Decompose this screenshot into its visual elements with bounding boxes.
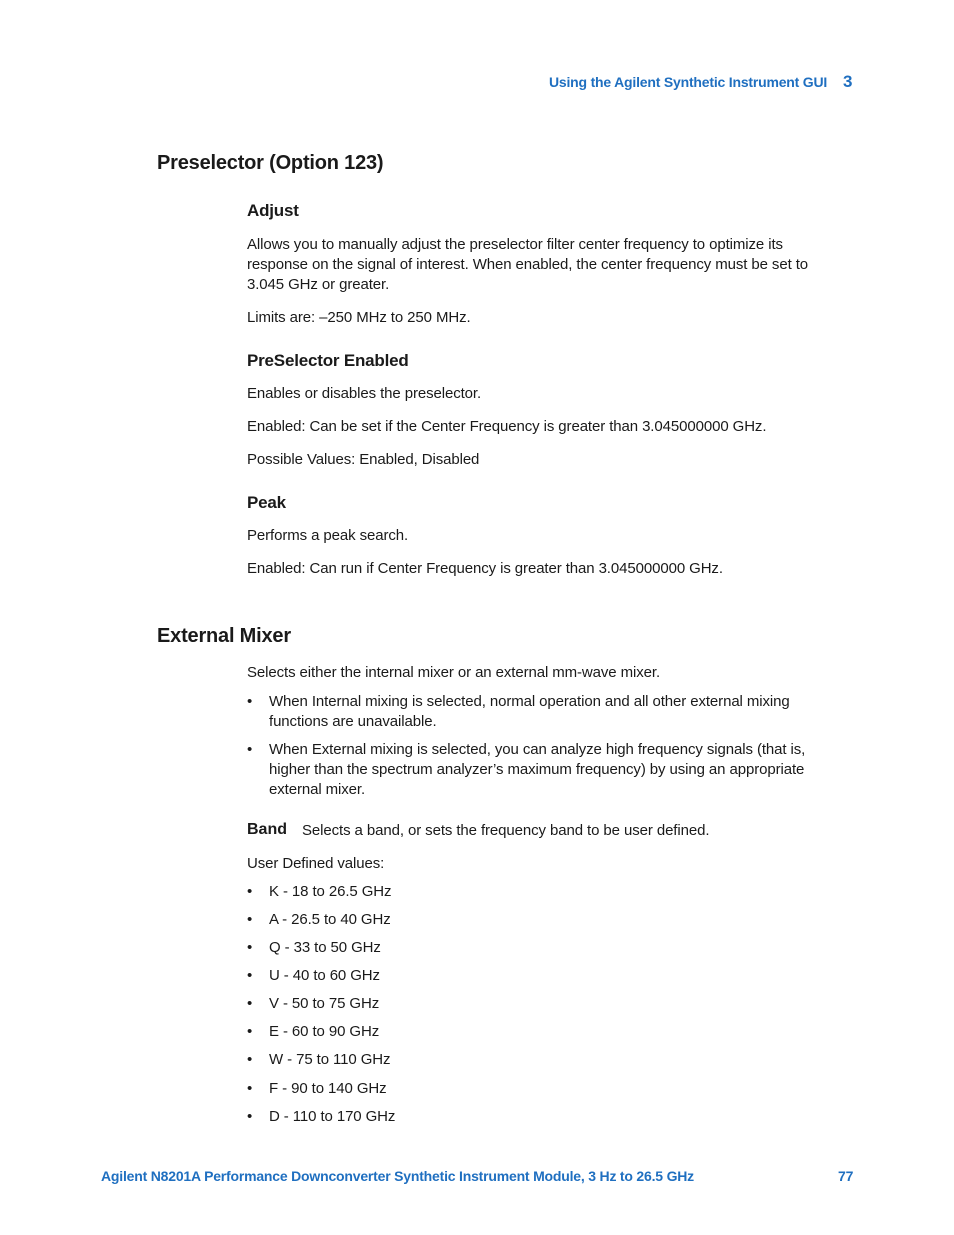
adjust-paragraph: Allows you to manually adjust the preselector filter center frequency to optimize its response on the signal of interest. When enabled, the center frequency must be set to 3.045 GHz or greater.: [247, 236, 809, 293]
bullet-external-mixing: When External mixing is selected, you can analyze high frequency signals (that is, higher than the spectrum analyzer’s maximum frequency) by using an appropriate external mixer.: [269, 741, 806, 798]
bullet-mark: •: [247, 911, 253, 928]
footer-document-title: Agilent N8201A Performance Downconverter Synthetic Instrument Module, 3 Hz to 26.5 GHz: [101, 1168, 694, 1184]
bullet-mark: •: [247, 1023, 253, 1040]
enabled-paragraph-2: Enabled: Can be set if the Center Frequency is greater than 3.045000000 GHz.: [247, 418, 767, 435]
band-item-u: U - 40 to 60 GHz: [269, 967, 380, 984]
bullet-internal-mixing: When Internal mixing is selected, normal operation and all other external mixing functions are unavailable.: [269, 693, 790, 730]
bullet-mark: •: [247, 939, 253, 956]
peak-paragraph-2: Enabled: Can run if Center Frequency is greater than 3.045000000 GHz.: [247, 560, 723, 577]
running-header-chapter-number: 3: [843, 72, 853, 91]
footer-page-number: 77: [838, 1168, 854, 1184]
external-mixer-intro: Selects either the internal mixer or an external mm-wave mixer.: [247, 664, 661, 681]
peak-paragraph-1: Performs a peak search.: [247, 527, 409, 544]
band-item-w: W - 75 to 110 GHz: [269, 1051, 391, 1068]
bullet-mark: •: [247, 1108, 253, 1125]
section-title-external-mixer: External Mixer: [157, 625, 291, 647]
band-item-d: D - 110 to 170 GHz: [269, 1108, 396, 1125]
bullet-mark: •: [247, 883, 253, 900]
subheading-peak: Peak: [247, 493, 286, 512]
enabled-paragraph-1: Enables or disables the preselector.: [247, 385, 482, 402]
band-item-a: A - 26.5 to 40 GHz: [269, 911, 391, 928]
band-term: Band: [247, 821, 287, 838]
bullet-mark: •: [247, 995, 253, 1012]
bullet-mark: •: [247, 693, 253, 710]
band-item-e: E - 60 to 90 GHz: [269, 1023, 380, 1040]
band-item-f: F - 90 to 140 GHz: [269, 1080, 387, 1097]
band-item-v: V - 50 to 75 GHz: [269, 995, 380, 1012]
running-header-title: Using the Agilent Synthetic Instrument GUI: [549, 74, 828, 90]
band-description: Selects a band, or sets the frequency band to be user defined.: [302, 822, 710, 839]
section-title-preselector: Preselector (Option 123): [157, 152, 384, 174]
enabled-possible-values: Possible Values: Enabled, Disabled: [247, 451, 480, 468]
bullet-mark: •: [247, 741, 253, 758]
bullet-mark: •: [247, 1080, 253, 1097]
band-item-k: K - 18 to 26.5 GHz: [269, 883, 392, 900]
subheading-adjust: Adjust: [247, 201, 299, 220]
user-defined-label: User Defined values:: [247, 855, 385, 872]
band-item-q: Q - 33 to 50 GHz: [269, 939, 381, 956]
bullet-mark: •: [247, 967, 253, 984]
bullet-mark: •: [247, 1051, 253, 1068]
adjust-limits: Limits are: –250 MHz to 250 MHz.: [247, 309, 471, 326]
subheading-preselector-enabled: PreSelector Enabled: [247, 351, 409, 370]
